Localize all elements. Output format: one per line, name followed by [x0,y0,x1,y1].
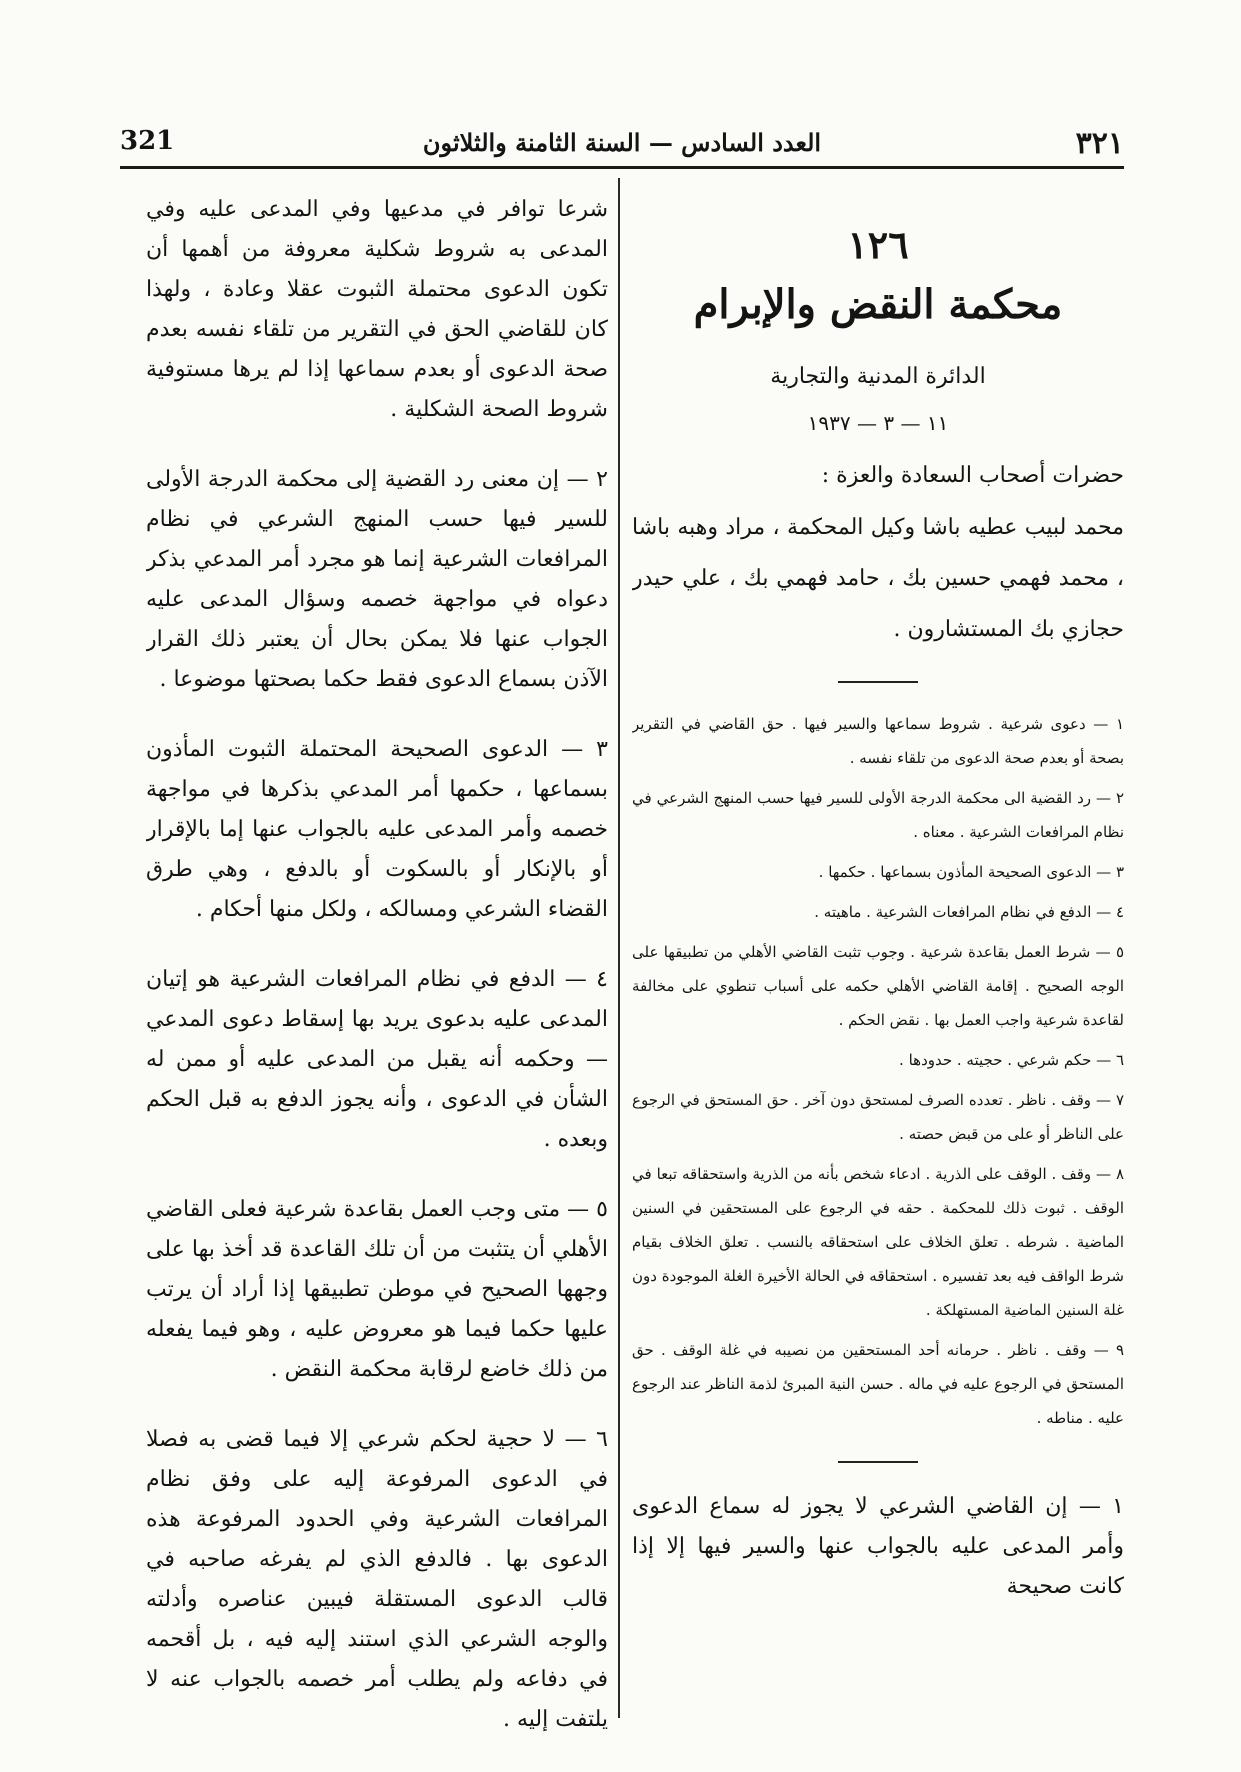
page-header [120,118,1124,164]
issue-title: العدد السادس — السنة الثامنة والثلاثون [422,128,822,157]
header-rule [120,166,1124,169]
summary-item: ٨ — وقف . الوقف على الذرية . ادعاء شخص بأنه من الذرية واستحقاقه تبعا في الوقف . ثبوت ذلك للمحكمة . حقه في الرجوع على المستحقين في السنين الماضية . شرطه . تعلق الخلاف على استحقاقه بالنسب . تعلق الخلاف بقيام شرط الواقف فيه بعد تفسيره . استحقاقه في الحالة الأخيرة الغلة الموجودة دون غلة السنين الماضية المستهلكة . [632,1165,1124,1319]
court-name: محكمة النقض والإبرام [693,281,1063,328]
section-divider [838,1461,918,1463]
summary-item: ٦ — حكم شرعي . حجيته . حدودها . [899,1051,1124,1069]
page-number-latin: 321 [120,126,175,156]
summary-item: ٣ — الدعوى الصحيحة المأذون بسماعها . حكمها . [818,863,1124,881]
case-number: ١٢٦ [847,222,909,267]
summary-item: ٢ — رد القضية الى محكمة الدرجة الأولى للسير فيها حسب المنهج الشرعي في نظام المرافعات الشرعية . معناه . [632,789,1124,841]
section-divider [838,681,918,683]
circuit-name: الدائرة المدنية والتجارية [770,364,986,389]
body-paragraph: شرعا توافر في مدعيها وفي المدعى عليه وفي المدعى به شروط شكلية معروفة من أهمها أن تكون الدعوى محتملة الثبوت عقلا وعادة ، ولهذا كان للقاضي الحق في التقرير من تلقاء نفسه بعدم صحة الدعوى أو بعدم سماعها إذا لم يرها مستوفية شروط الصحة الشكلية . [146,197,608,422]
summary-item: ٥ — شرط العمل بقاعدة شرعية . وجوب تثبت القاضي الأهلي من تطبيقها على الوجه الصحيح . إقامة القاضي الأهلي حكمه على أسباب تنطوي على مخالفة لقاعدة شرعية واجب العمل بها . نقض الحكم . [632,943,1124,1029]
summary-item: ٤ — الدفع في نظام المرافعات الشرعية . ماهيته . [814,903,1124,921]
audience-line: حضرات أصحاب السعادة والعزة : [821,463,1124,488]
right-column [632,190,1124,1750]
summary-item: ١ — دعوى شرعية . شروط سماعها والسير فيها . حق القاضي في التقرير بصحة أو بعدم صحة الدعوى من تلقاء نفسه . [632,715,1124,767]
body-paragraph: ٣ — الدعوى الصحيحة المحتملة الثبوت المأذون بسماعها ، حكمها أمر المدعي بذكرها في مواجهة خصمه وأمر المدعى عليه بالجواب عنها إما بالإقرار أو بالإنكار أو بالسكوت أو بالدفع ، وهي طرق القضاء الشرعي ومسالكه ، ولكل منها أحكام . [146,737,608,922]
left-column [146,190,608,1750]
body-paragraph: ٢ — إن معنى رد القضية إلى محكمة الدرجة الأولى للسير فيها حسب المنهج الشرعي في نظام المرافعات الشرعية إنما هو مجرد أمر المدعي بذكر دعواه في مواجهة خصمه وسؤال المدعى عليه الجواب عنها فلا يمكن بحال أن يعتبر ذلك القرار الآذن بسماع الدعوى فقط حكما بصحتها موضوعا . [146,467,608,692]
body-paragraph: ٦ — لا حجية لحكم شرعي إلا فيما قضى به فصلا في الدعوى المرفوعة إليه على وفق نظام المرافعات الشرعية وفي الحدود المرفوعة هذه الدعوى بها . فالدفع الذي لم يفرغه صاحبه في قالب الدعوى المستقلة فيبين عناصره وأدلته والوجه الشرعي الذي استند إليه فيه ، بل أقحمه في دفاعه ولم يطلب أمر خصمه بالجواب عنه لا يلتفت إليه . [146,1427,608,1732]
body-paragraph: ٥ — متى وجب العمل بقاعدة شرعية فعلى القاضي الأهلي أن يتثبت من أن تلك القاعدة قد أخذ بها على وجهها الصحيح في موطن تطبيقها إذا أراد أن يرتب عليها حكما فيما هو معروض عليه ، وهو فيما يفعله من ذلك خاضع لرقابة محكمة النقض . [146,1197,608,1382]
page-number-arabic: ٣٢١ [1075,126,1124,161]
summary-list [632,707,1124,1435]
body-paragraph: ٤ — الدفع في نظام المرافعات الشرعية هو إتيان المدعى عليه بدعوى يريد بها إسقاط دعوى المدعي — وحكمه أنه يقبل من المدعى عليه أو ممن له الشأن في الدعوى ، وأنه يجوز الدفع به قبل الحكم وبعده . [146,967,608,1152]
summary-item: ٩ — وقف . ناظر . حرمانه أحد المستحقين من نصيبه في غلة الوقف . حق المستحق في الرجوع عليه في ماله . حسن النية المبرئ لذمة الناظر عند الرجوع عليه . مناطه . [632,1341,1124,1427]
summary-item: ٧ — وقف . ناظر . تعدده الصرف لمستحق دون آخر . حق المستحق في الرجوع على الناظر أو على من قبض حصته . [632,1091,1124,1143]
case-date: ١١ — ٣ — ١٩٣٧ [807,411,949,435]
column-divider [618,178,620,1718]
judges-list: محمد لبيب عطيه باشا وكيل المحكمة ، مراد وهبه باشا ، محمد فهمي حسين بك ، حامد فهمي بك ، علي حيدر حجازي بك المستشارون . [632,515,1124,642]
ruling-paragraph: ١ — إن القاضي الشرعي لا يجوز له سماع الدعوى وأمر المدعى عليه بالجواب عنها والسير فيها إلا إذا كانت صحيحة [632,1494,1124,1599]
